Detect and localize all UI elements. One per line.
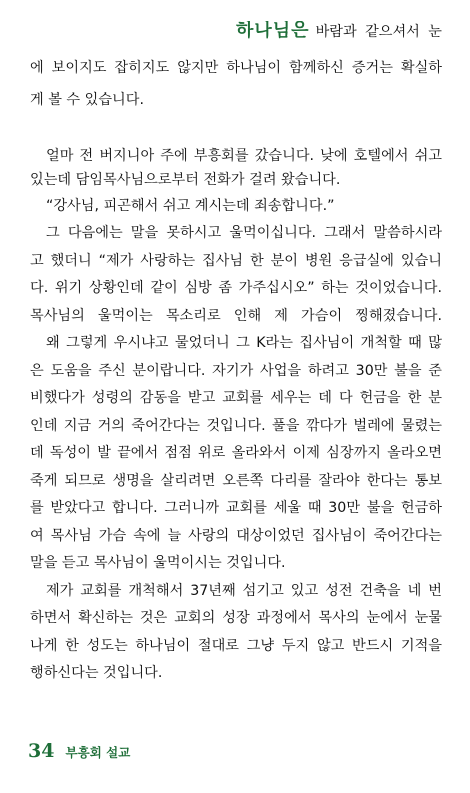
text-line-15: 데 독성이 발 끝에서 점점 위로 올라와서 이제 심장까지 올라오면 [30,445,442,461]
text-line-19: 말을 듣고 목사님이 울먹이시는 것입니다. [30,555,286,571]
text-line-5: 있는데 담임목사님으로부터 전화가 걸려 왔습니다. [30,172,341,188]
text-line-3: 게 볼 수 있습니다. [30,92,144,108]
text-line-12: 은 도움을 주신 분이랍니다. 자기가 사업을 하려고 30만 불을 준 [30,363,442,379]
text-line-11: 왜 그렇게 우시냐고 물었더니 그 K라는 집사님이 개척할 때 많 [46,335,442,351]
text-line-10: 목사님의 울먹이는 목소리로 인해 제 가슴이 찡해졌습니다. [30,308,442,324]
text-line-9: 다. 위기 상황인데 같이 심방 좀 가주십시오” 하는 것이었습니다. [30,280,442,296]
page-number: 34 [28,740,55,762]
text-line-18: 여 목사님 가슴 속에 늘 사랑의 대상이었던 집사님이 죽어간다는 [30,528,442,544]
text-line-2: 에 보이지도 잡히지도 않지만 하나님이 함께하신 증거는 확실하 [30,60,442,76]
page-footer [28,740,130,762]
text-line-21: 하면서 확신하는 것은 교회의 성장 과정에서 목사의 눈에서 눈물 [30,610,442,626]
text-line-4: 얼마 전 버지니아 주에 부흥회를 갔습니다. 낮에 호텔에서 쉬고 [46,148,442,164]
heading-word: 하나님은 [236,21,310,41]
text-line-7: 그 다음에는 말을 못하시고 울먹이십니다. 그래서 말씀하시라 [46,225,442,241]
text-line-17: 를 받았다고 합니다. 그러니까 교회를 세울 때 30만 불을 헌금하 [30,500,442,516]
text-line-16: 죽게 되므로 생명을 살리려면 오른쪽 다리를 잘라야 한다는 통보 [30,473,442,489]
text-line-8: 고 했더니 “제가 사랑하는 집사님 한 분이 병원 응급실에 있습니 [30,253,442,269]
text-line-23: 행하신다는 것입니다. [30,665,163,681]
text-line-1 [236,21,442,42]
text-line-22: 나게 한 성도는 하나님이 절대로 그냥 두지 않고 반드시 기적을 [30,638,442,654]
text-line-14: 인데 지금 거의 죽어간다는 것입니다. 풀을 깎다가 벌레에 물렸는 [30,418,442,434]
text-line-1-rest: 바람과 같으셔서 눈 [315,24,442,40]
text-line-6: “강사님, 피곤해서 쉬고 계시는데 죄송합니다.” [46,198,335,214]
book-title: 부흥회 설교 [65,745,131,760]
text-line-13: 비했다가 성령의 감동을 받고 교회를 세우는 데 다 헌금을 한 분 [30,390,442,406]
text-line-20: 제가 교회를 개척해서 37년째 섬기고 있고 성전 건축을 네 번 [46,583,442,599]
